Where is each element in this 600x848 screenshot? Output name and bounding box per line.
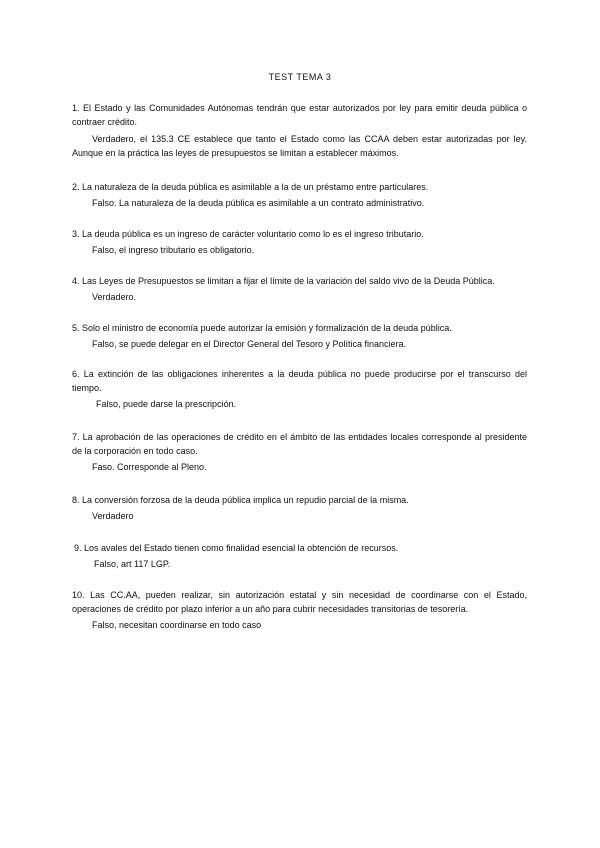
question-block-4 [72,274,527,304]
question-block-3 [72,227,527,257]
question-text: 7. La aprobación de las operaciones de crédito en el ámbito de las entidades locales corresponde al presidente de la corporación en todo caso. [72,432,527,456]
document-title: TEST TEMA 3 [268,72,332,82]
answer-text: Verdadero, el 135.3 CE establece que tanto el Estado como las CCAA deben estar autorizadas por ley. Aunque en la práctica las leyes de presupuestos se limitan a establecer máximos. [72,134,527,158]
question-text: 6. La extinción de las obligaciones inherentes a la deuda pública no puede producirse por el transcurso del tiempo. [72,369,527,393]
question-text: 10. Las CC.AA, pueden realizar, sin autorización estatal y sin necesidad de coordinarse con el Estado, operaciones de crédito por plazo inferior a un año para cubrir necesidades transitorias de tesorería. [72,590,527,614]
question-block-7 [72,430,527,474]
question-block-10 [72,588,527,632]
answer-text: Verdadero [92,511,134,521]
question-block-8 [72,493,527,523]
answer-text: Falso, necesitan coordinarse en todo caso [92,620,262,630]
question-text: 2. La naturaleza de la deuda pública es asimilable a la de un préstamo entre particulares. [72,182,429,192]
answer-text: Faso. Corresponde al Pleno. [92,462,207,472]
question-text: 4. Las Leyes de Presupuestos se limitan a fijar el límite de la variación del saldo vivo de la Deuda Pública. [72,276,495,286]
question-text: 5. Solo el ministro de economía puede autorizar la emisión y formalización de la deuda pública. [72,323,452,333]
answer-text: Falso, puede darse la prescripción. [96,399,237,409]
answer-text: Verdadero. [92,292,137,302]
answer-text: Falso, art 117 LGP. [94,559,171,569]
question-text: 3. La deuda pública es un ingreso de carácter voluntario como lo es el ingreso tributario. [72,229,424,239]
answer-text: Falso. La naturaleza de la deuda pública es asimilable a un contrato administrativo. [92,198,425,208]
question-block-2 [72,180,527,210]
question-block-1 [72,101,527,160]
question-text: 9. Los avales del Estado tienen como finalidad esencial la obtención de recursos. [74,543,399,553]
question-block-5 [72,321,527,351]
answer-text: Falso, el ingreso tributario es obligatorio. [92,245,255,255]
question-block-9 [74,541,529,571]
question-block-6 [72,367,527,411]
question-text: 1. El Estado y las Comunidades Autónomas tendrán que estar autorizados por ley para emitir deuda pública o contraer crédito. [72,103,527,127]
answer-text: Falso, se puede delegar en el Director General del Tesoro y Política financiera. [92,339,407,349]
question-text: 8. La conversión forzosa de la deuda pública implica un repudio parcial de la misma. [72,495,409,505]
